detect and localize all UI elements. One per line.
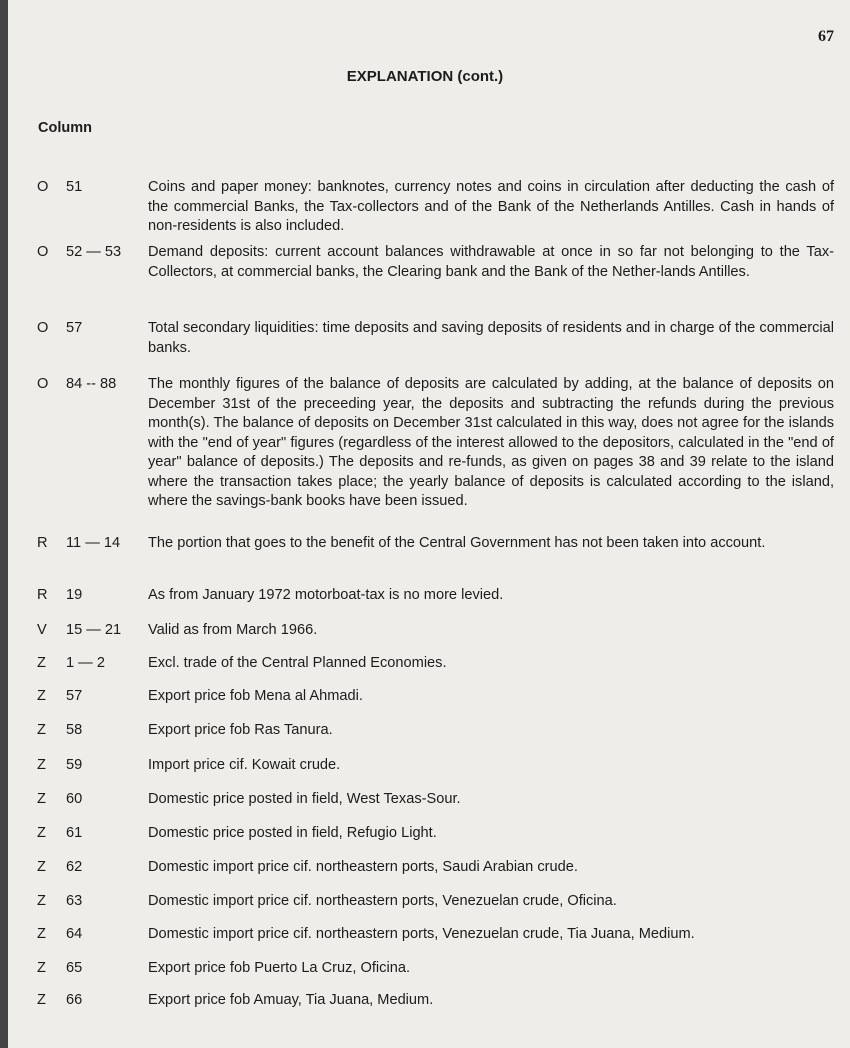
entry-code: Z	[37, 655, 46, 671]
entry-code: V	[37, 622, 47, 638]
entry-column-ref: 58	[66, 722, 83, 738]
entry-column-ref: 62	[66, 859, 83, 875]
entry-column-ref: 84 -- 88	[66, 376, 117, 392]
entry-code: O	[37, 320, 49, 336]
page-title: EXPLANATION (cont.)	[346, 68, 504, 85]
entry-column-ref: 57	[66, 688, 83, 704]
entry-code: Z	[37, 791, 46, 807]
entry-code: O	[37, 244, 49, 260]
entry-code: Z	[37, 722, 46, 738]
entry-text: Domestic price posted in field, Refugio Light.	[148, 825, 437, 841]
entry-text: Export price fob Amuay, Tia Juana, Medium.	[148, 992, 434, 1008]
entry-text: Export price fob Ras Tanura.	[148, 722, 333, 738]
entry-text: Domestic price posted in field, West Texas-Sour.	[148, 791, 461, 807]
entry-code: Z	[37, 825, 46, 841]
book-binding-edge	[0, 0, 8, 1048]
entry-column-ref: 64	[66, 926, 83, 942]
entry-code: Z	[37, 757, 46, 773]
entry-text: Domestic import price cif. northeastern ports, Venezuelan crude, Tia Juana, Medium.	[148, 926, 695, 942]
entry-code: R	[37, 535, 48, 551]
entry-text: Import price cif. Kowait crude.	[148, 757, 341, 773]
page-number: 67	[818, 28, 834, 45]
entry-column-ref: 60	[66, 791, 83, 807]
entry-text: The portion that goes to the benefit of the Central Government has not been taken into account.	[148, 535, 766, 551]
entry-text: Domestic import price cif. northeastern ports, Saudi Arabian crude.	[148, 859, 578, 875]
entry-code: Z	[37, 992, 46, 1008]
entry-code: O	[37, 179, 49, 195]
column-header: Column	[38, 120, 92, 136]
entry-column-ref: 51	[66, 179, 83, 195]
entry-column-ref: 63	[66, 893, 83, 909]
entry-text: The monthly figures of the balance of deposits are calculated by adding, at the balance of deposits on December 31st of the preceeding year, the deposits and subtracting the refunds during the previous month(s). The balance of deposits on December 31st calculated in this way, does not agree for the islands with the "end of year" figures (regardless of the interest allowed to the depositors, calculated in the "end of year" balance of deposits.) The deposits and re-funds, as given on pages 38 and 39 relate to the island where the transaction takes place; the yearly balance of deposits is calculated according to the island, where the savings-bank books have been issued.	[148, 376, 834, 509]
entry-column-ref: 61	[66, 825, 83, 841]
entry-code: Z	[37, 688, 46, 704]
entry-code: Z	[37, 960, 46, 976]
entry-column-ref: 15 — 21	[66, 622, 122, 638]
entry-column-ref: 65	[66, 960, 83, 976]
entry-text: As from January 1972 motorboat-tax is no more levied.	[148, 587, 504, 603]
entry-column-ref: 52 — 53	[66, 244, 122, 260]
entry-text: Export price fob Puerto La Cruz, Oficina.	[148, 960, 410, 976]
entry-text: Valid as from March 1966.	[148, 622, 318, 638]
entry-text: Coins and paper money: banknotes, currency notes and coins in circulation after deducting the cash of the commercial Banks, the Tax-collectors and of the Bank of the Netherlands Antilles. Cash in hands of non-residents is also included.	[148, 179, 834, 234]
entry-text: Total secondary liquidities: time deposits and saving deposits of residents and in charge of the commercial banks.	[148, 320, 834, 356]
entry-code: R	[37, 587, 48, 603]
entry-text: Export price fob Mena al Ahmadi.	[148, 688, 363, 704]
entry-code: O	[37, 376, 49, 392]
entry-text: Domestic import price cif. northeastern ports, Venezuelan crude, Oficina.	[148, 893, 617, 909]
entry-column-ref: 59	[66, 757, 83, 773]
entry-column-ref: 57	[66, 320, 83, 336]
entry-column-ref: 19	[66, 587, 83, 603]
entry-column-ref: 11 — 14	[66, 535, 121, 551]
entry-column-ref: 1 — 2	[66, 655, 105, 671]
entry-column-ref: 66	[66, 992, 83, 1008]
entry-text: Demand deposits: current account balances withdrawable at once in so far not belonging to the Tax-Collectors, at commercial banks, the Clearing bank and the Bank of the Nether-lands Antilles.	[148, 244, 834, 280]
entry-code: Z	[37, 859, 46, 875]
entry-code: Z	[37, 926, 46, 942]
entry-code: Z	[37, 893, 46, 909]
document-page	[8, 0, 850, 1048]
entry-text: Excl. trade of the Central Planned Economies.	[148, 655, 447, 671]
